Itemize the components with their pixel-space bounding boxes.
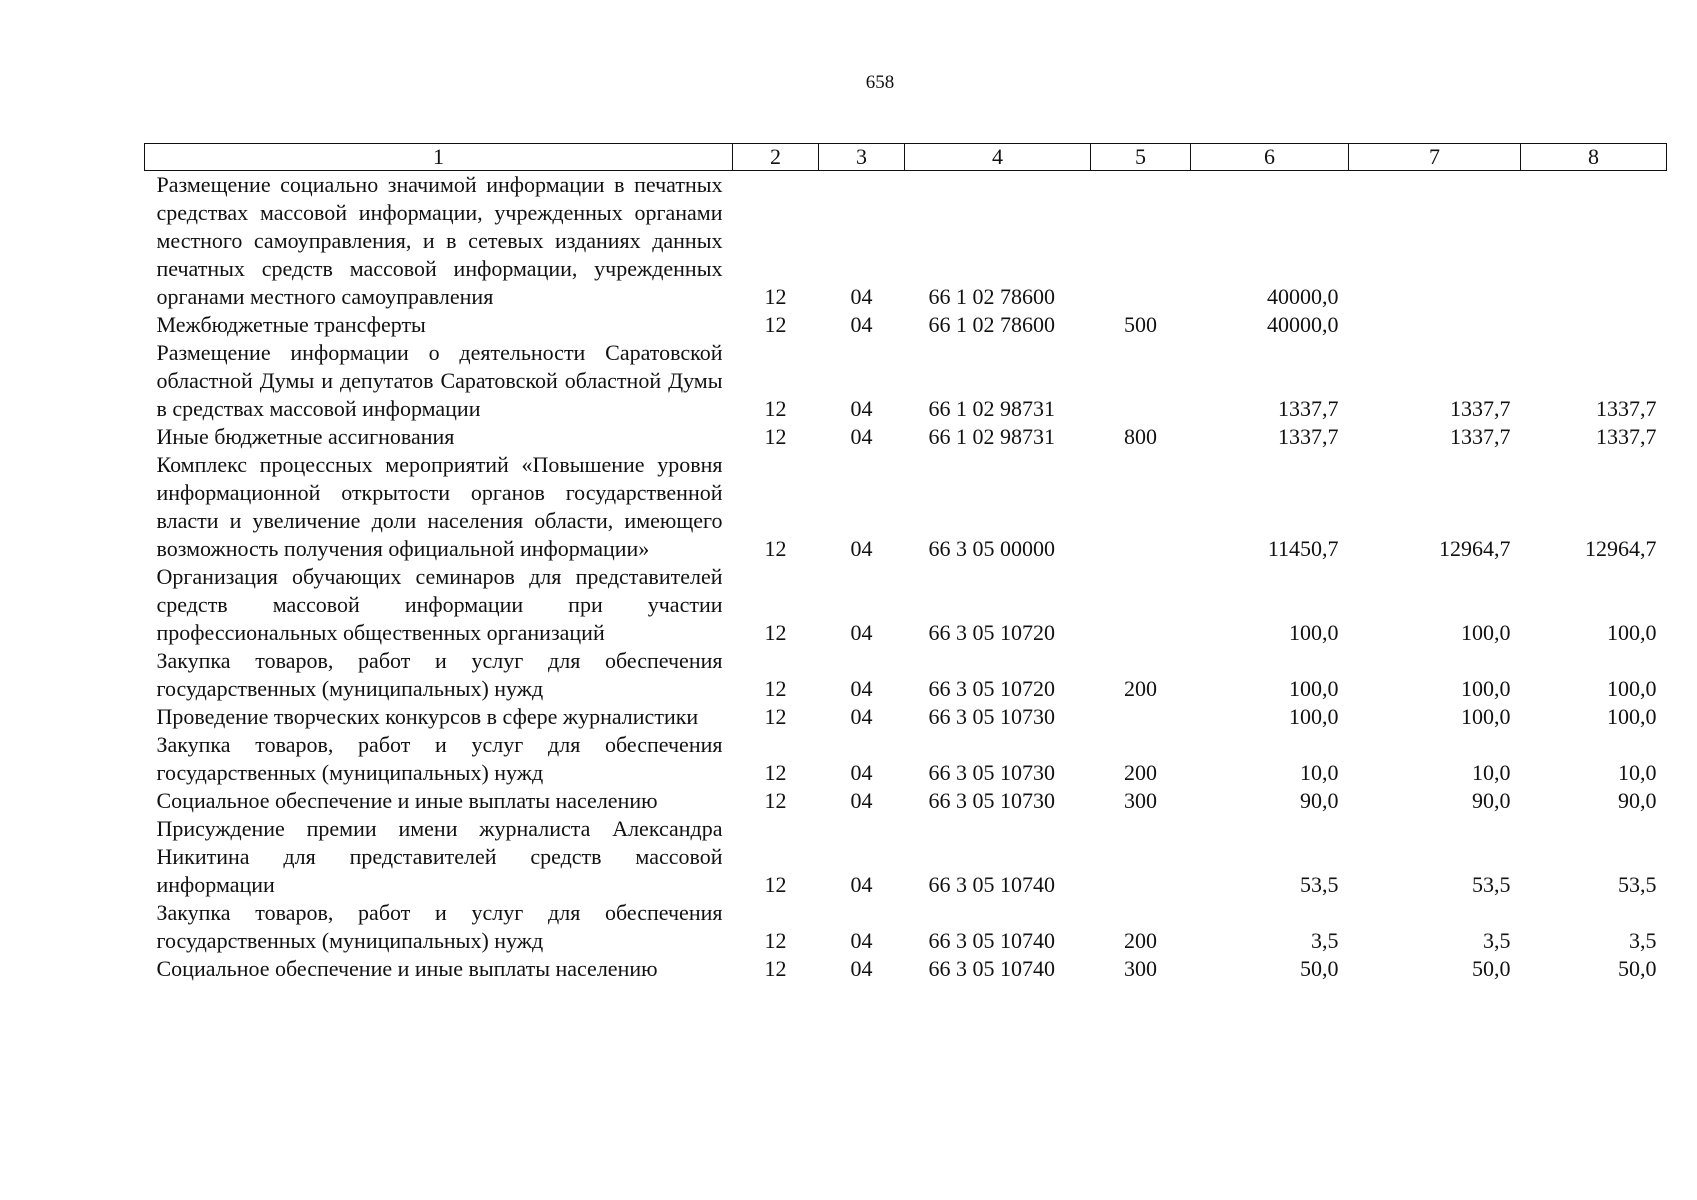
cell-amount-6: 100,0 (1289, 676, 1339, 701)
cell-target-code: 66 3 05 10720 (928, 676, 1055, 701)
table-row (145, 731, 1667, 787)
cell-section: 12 (764, 704, 787, 729)
cell-amount-7: 1337,7 (1450, 396, 1511, 421)
cell-target-code: 66 3 05 10730 (928, 788, 1055, 813)
cell-amount-8: 1337,7 (1596, 424, 1657, 449)
cell-subsection: 04 (850, 872, 873, 897)
cell-amount-6: 40000,0 (1267, 284, 1339, 309)
cell-amount-7: 1337,7 (1450, 424, 1511, 449)
cell-amount-6: 90,0 (1300, 788, 1339, 813)
row-name: Организация обучающих семинаров для представителей средств массовой информации при участии профессиональных общественных организаций (156, 564, 723, 645)
table-row (145, 423, 1667, 451)
table-row (145, 703, 1667, 731)
cell-target-code: 66 1 02 78600 (928, 312, 1055, 337)
column-header: 2 (733, 144, 819, 171)
cell-amount-8: 100,0 (1607, 620, 1657, 645)
row-name: Размещение информации о деятельности Саратовской областной Думы и депутатов Саратовской областной Думы в средствах массовой информации (156, 340, 723, 421)
cell-expense-type: 500 (1124, 312, 1157, 337)
cell-expense-type: 800 (1124, 424, 1157, 449)
cell-target-code: 66 3 05 10740 (928, 956, 1055, 981)
cell-target-code: 66 1 02 98731 (928, 424, 1055, 449)
cell-amount-8: 90,0 (1618, 788, 1657, 813)
table-row (145, 171, 1667, 312)
column-header: 5 (1091, 144, 1191, 171)
column-header: 8 (1521, 144, 1667, 171)
cell-subsection: 04 (850, 788, 873, 813)
cell-expense-type: 200 (1124, 676, 1157, 701)
cell-amount-6: 3,5 (1311, 928, 1339, 953)
row-name: Закупка товаров, работ и услуг для обеспечения государственных (муниципальных) нужд (156, 648, 723, 701)
cell-target-code: 66 3 05 00000 (928, 536, 1055, 561)
table-row (145, 899, 1667, 955)
cell-expense-type (1091, 563, 1191, 647)
cell-amount-8 (1521, 311, 1667, 339)
cell-section: 12 (764, 956, 787, 981)
cell-section: 12 (764, 620, 787, 645)
cell-amount-6: 11450,7 (1267, 536, 1339, 561)
cell-amount-6: 53,5 (1300, 872, 1339, 897)
column-header: 1 (145, 144, 733, 171)
cell-amount-6: 40000,0 (1267, 312, 1339, 337)
row-name: Социальное обеспечение и иные выплаты населению (156, 956, 658, 981)
header-row (145, 144, 1667, 171)
cell-expense-type (1091, 451, 1191, 563)
row-name: Иные бюджетные ассигнования (156, 424, 455, 449)
cell-amount-6: 100,0 (1289, 620, 1339, 645)
cell-amount-6: 100,0 (1289, 704, 1339, 729)
cell-amount-7: 12964,7 (1439, 536, 1511, 561)
cell-subsection: 04 (850, 424, 873, 449)
cell-expense-type: 300 (1124, 956, 1157, 981)
cell-section: 12 (764, 872, 787, 897)
cell-amount-6: 50,0 (1300, 956, 1339, 981)
column-header: 4 (905, 144, 1091, 171)
cell-amount-7: 3,5 (1483, 928, 1511, 953)
cell-amount-7: 100,0 (1461, 676, 1511, 701)
cell-amount-7: 10,0 (1472, 760, 1511, 785)
cell-subsection: 04 (850, 956, 873, 981)
row-name: Закупка товаров, работ и услуг для обеспечения государственных (муниципальных) нужд (156, 900, 723, 953)
cell-amount-6: 1337,7 (1278, 396, 1339, 421)
row-name: Межбюджетные трансферты (156, 312, 426, 337)
cell-amount-8: 100,0 (1607, 704, 1657, 729)
cell-expense-type (1091, 815, 1191, 899)
cell-amount-8: 12964,7 (1585, 536, 1657, 561)
cell-subsection: 04 (850, 676, 873, 701)
table-row (145, 451, 1667, 563)
cell-target-code: 66 3 05 10720 (928, 620, 1055, 645)
row-name: Присуждение премии имени журналиста Александра Никитина для представителей средств массовой информации (156, 816, 723, 897)
row-name: Проведение творческих конкурсов в сфере журналистики (156, 704, 699, 729)
cell-amount-7 (1349, 311, 1521, 339)
table-row (145, 563, 1667, 647)
cell-amount-7 (1349, 171, 1521, 312)
table-row (145, 647, 1667, 703)
cell-target-code: 66 1 02 98731 (928, 396, 1055, 421)
cell-subsection: 04 (850, 396, 873, 421)
cell-subsection: 04 (850, 284, 873, 309)
cell-expense-type: 200 (1124, 928, 1157, 953)
row-name: Размещение социально значимой информации в печатных средствах массовой информации, учрежденных органами местного самоуправления, и в сетевых изданиях данных печатных средств массовой информации, учрежденных органами местного самоуправления (156, 172, 723, 309)
cell-section: 12 (764, 760, 787, 785)
column-header: 6 (1191, 144, 1349, 171)
column-header: 7 (1349, 144, 1521, 171)
cell-amount-8: 100,0 (1607, 676, 1657, 701)
cell-target-code: 66 1 02 78600 (928, 284, 1055, 309)
row-name: Закупка товаров, работ и услуг для обеспечения государственных (муниципальных) нужд (156, 732, 723, 785)
cell-subsection: 04 (850, 928, 873, 953)
cell-target-code: 66 3 05 10730 (928, 760, 1055, 785)
cell-amount-8: 53,5 (1618, 872, 1657, 897)
cell-section: 12 (764, 536, 787, 561)
table-row (145, 339, 1667, 423)
cell-amount-8 (1521, 171, 1667, 312)
cell-amount-6: 1337,7 (1278, 424, 1339, 449)
cell-section: 12 (764, 928, 787, 953)
cell-section: 12 (764, 312, 787, 337)
page-number: 658 (865, 72, 895, 93)
table-row (145, 955, 1667, 983)
cell-section: 12 (764, 788, 787, 813)
row-name: Социальное обеспечение и иные выплаты населению (156, 788, 658, 813)
cell-expense-type: 300 (1124, 788, 1157, 813)
table-row (145, 787, 1667, 815)
cell-expense-type: 200 (1124, 760, 1157, 785)
cell-amount-8: 1337,7 (1596, 396, 1657, 421)
table-body (145, 171, 1667, 984)
cell-amount-7: 100,0 (1461, 620, 1511, 645)
cell-amount-7: 50,0 (1472, 956, 1511, 981)
cell-amount-7: 90,0 (1472, 788, 1511, 813)
cell-target-code: 66 3 05 10740 (928, 928, 1055, 953)
cell-section: 12 (764, 284, 787, 309)
cell-amount-8: 10,0 (1618, 760, 1657, 785)
cell-amount-8: 3,5 (1629, 928, 1657, 953)
budget-table (144, 143, 1667, 983)
cell-expense-type (1091, 703, 1191, 731)
cell-amount-7: 100,0 (1461, 704, 1511, 729)
cell-amount-8: 50,0 (1618, 956, 1657, 981)
table-row (145, 311, 1667, 339)
table-row (145, 815, 1667, 899)
cell-expense-type (1091, 171, 1191, 312)
cell-amount-6: 10,0 (1300, 760, 1339, 785)
cell-amount-7: 53,5 (1472, 872, 1511, 897)
cell-section: 12 (764, 676, 787, 701)
column-header: 3 (819, 144, 905, 171)
cell-target-code: 66 3 05 10730 (928, 704, 1055, 729)
cell-subsection: 04 (850, 760, 873, 785)
cell-target-code: 66 3 05 10740 (928, 872, 1055, 897)
cell-section: 12 (764, 396, 787, 421)
cell-subsection: 04 (850, 704, 873, 729)
cell-subsection: 04 (850, 312, 873, 337)
row-name: Комплекс процессных мероприятий «Повышение уровня информационной открытости органов государственной власти и увеличение доли населения области, имеющего возможность получения официальной информации» (156, 452, 723, 561)
cell-expense-type (1091, 339, 1191, 423)
cell-subsection: 04 (850, 536, 873, 561)
cell-subsection: 04 (850, 620, 873, 645)
cell-section: 12 (764, 424, 787, 449)
